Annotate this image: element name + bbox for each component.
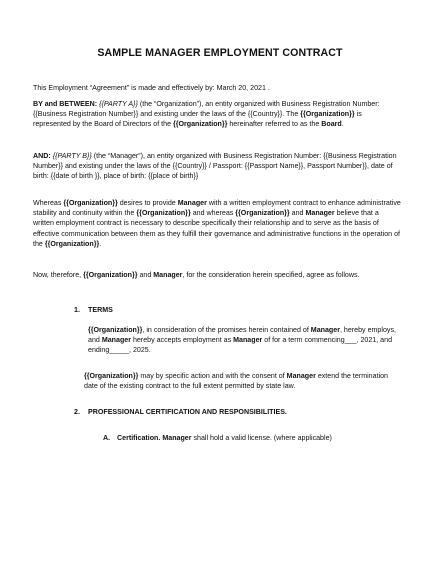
intro-paragraph (33, 83, 401, 93)
organization-ref: {{Organization}} (63, 199, 118, 207)
board-ref: Board (321, 120, 342, 129)
manager-ref: Manager (162, 434, 192, 442)
section-1-paragraph-2 (84, 371, 400, 391)
organization-ref: {{Organization}} (44, 239, 100, 248)
party-a-paragraph (33, 99, 401, 130)
effective-date: March 20, 2021 (216, 84, 266, 92)
section-2-item-a (103, 433, 403, 443)
section-2-number: 2. (74, 408, 80, 416)
section-2-heading (74, 407, 404, 417)
s1p1-text-1: , in consideration of the promises herein contained of (142, 326, 311, 334)
manager-ref: Manager (305, 209, 335, 218)
manager-ref: Manager (153, 271, 183, 279)
organization-ref: {{Organization}} (83, 271, 138, 279)
party-a-text-4: . (341, 120, 344, 129)
manager-ref: Manager (101, 336, 131, 345)
s1p1-text-4: of for a term commencing___, 2021, and ending_____, 2025. (88, 336, 393, 355)
therefore-paragraph (33, 270, 401, 280)
s1p2-text-2: extend the termination date of the existing contract to the full extent permitted by state law. (84, 372, 389, 391)
section-2-title: PROFESSIONAL CERTIFICATION AND RESPONSIBILITIES. (88, 408, 287, 416)
party-a-text-2: is represented by the Board of Directors of the (33, 110, 362, 129)
whereas-text-7: . (99, 239, 102, 248)
section-1-heading (74, 305, 374, 315)
s1p2-text-1: may by specific action and with the consent of (138, 372, 287, 380)
s1p1-text-3: hereby accepts employment as (130, 336, 234, 345)
organization-ref: {{Organization}} (88, 326, 143, 334)
party-b-placeholder: {{PARTY B}} (50, 152, 92, 160)
whereas-text-1: Whereas (33, 199, 64, 207)
item-a-number: A. (103, 434, 111, 442)
manager-ref: Manager (310, 326, 340, 334)
organization-ref: {{Organization}} (84, 372, 139, 380)
organization-ref: {{Organization}} (235, 209, 290, 218)
whereas-text-4: and whereas (190, 209, 236, 218)
party-a-label: BY and BETWEEN: (33, 100, 98, 108)
intro-text: This Employment “Agreement” is made and effectively by: (33, 84, 217, 92)
item-a-text: shall hold a valid license. (where applicable) (191, 434, 332, 442)
section-1-number: 1. (74, 306, 80, 314)
therefore-text-2: and (137, 271, 154, 279)
organization-ref: {{Organization}} (172, 120, 228, 129)
therefore-text-1: Now, therefore, (33, 271, 84, 279)
party-a-text-1: (the “Organization”), an entity organized with Business Registration Number: {{Business Registration Number}} and existing under the laws of the {{Country}}. The (33, 100, 380, 119)
therefore-text-3: , for the consideration herein specified, agree as follows. (182, 271, 360, 279)
party-b-text: (the “Manager”), an entity organized with Business Registration Number: {{Business Registration Number}} and existing under the laws of the {{Country}} / Passport: {{Passport Name}}, Passport Number}}, date of birth: {{date of birth }}, place of birth: {{place of birth}} (33, 152, 397, 181)
section-1-paragraph-1 (88, 325, 400, 356)
item-a-label: Certification. (117, 434, 161, 442)
party-b-paragraph (33, 151, 401, 182)
s1p1-text-2: , hereby employs, and (88, 326, 396, 345)
whereas-paragraph (33, 198, 401, 249)
party-a-text-3: hereinafter referred to as the (227, 120, 322, 129)
organization-ref: {{Organization}} (136, 209, 191, 218)
section-1-title: TERMS (88, 306, 113, 314)
party-b-label: AND: (33, 152, 51, 160)
manager-ref: Manager (286, 372, 316, 380)
party-a-placeholder: {{PARTY A}} (97, 100, 138, 108)
whereas-text-3: with a written employment contract to enhance administrative stability and continuity within the (33, 199, 401, 218)
document-title: SAMPLE MANAGER EMPLOYMENT CONTRACT (97, 47, 343, 59)
whereas-text-5: and (289, 209, 306, 218)
organization-ref: {{Organization}} (300, 110, 355, 119)
intro-end: . (265, 84, 270, 92)
whereas-text-6: believe that a written employment contract is necessary to describe specifically their relationship and to serve as the basis of effective communication between them as they fulfill their governance and administrative functions in the operation of the (33, 209, 400, 248)
manager-ref: Manager (177, 199, 207, 207)
whereas-text-2: desires to provide (117, 199, 178, 207)
manager-ref: Manager (233, 336, 263, 345)
